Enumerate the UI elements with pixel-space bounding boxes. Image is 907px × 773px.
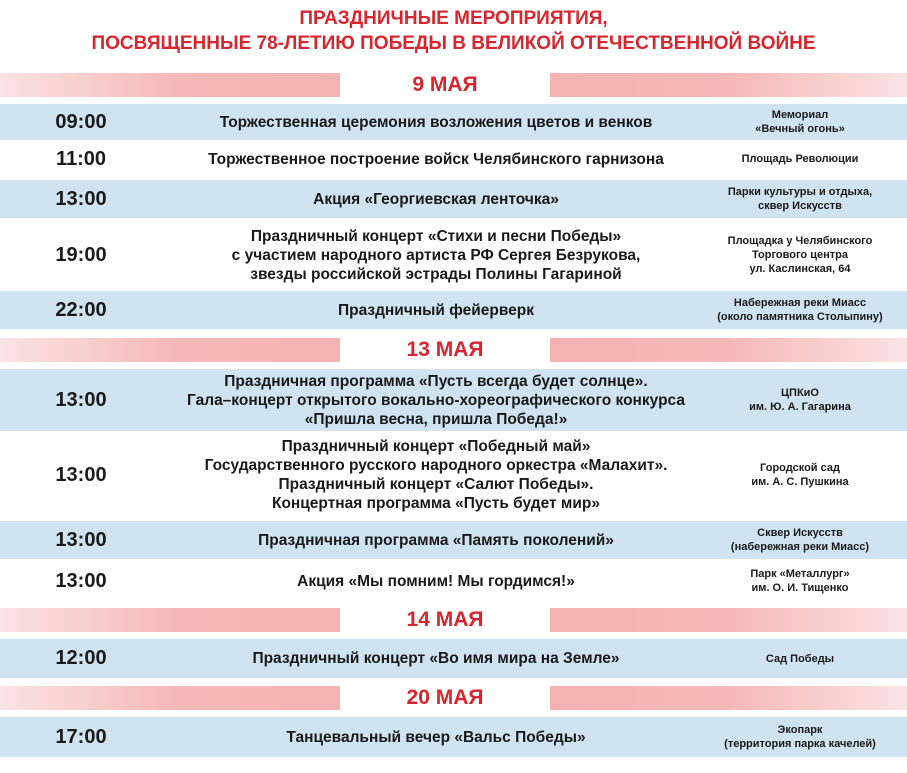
event-place-line: Сквер Искусств [757,527,843,539]
event-title [162,291,710,329]
event-place [700,140,900,178]
event-time: 13:00 [55,388,107,411]
day-header [0,686,907,710]
event-time: 09:00 [55,110,107,133]
event-row [0,291,907,329]
event-place-line: Площадь Революции [741,153,859,165]
event-title [162,561,710,601]
event-title-line: Танцевальный вечер «Вальс Победы» [286,728,586,746]
event-place [700,104,900,140]
event-row [0,717,907,757]
event-place-line: Мемориал [771,109,829,121]
event-place-line: (около памятника Столыпину) [717,311,883,323]
event-title-line: Праздничная программа «Память поколений» [258,531,614,549]
event-title-line: Гала–концерт открытого вокально-хореографического конкурса [187,391,685,409]
event-place-line: Экопарк [777,724,823,736]
event-place-line: Парки культуры и отдыха, [727,186,873,198]
event-place-line: Набережная реки Миасс [733,297,867,309]
event-title [162,220,710,290]
event-place-line: ЦПКиО [781,387,819,399]
event-title [162,369,710,431]
event-title-line: «Пришла весна, пришла Победа!» [304,410,568,428]
day-header [0,73,907,97]
event-row [0,561,907,601]
event-row [0,639,907,678]
event-row [0,369,907,431]
event-place [700,180,900,218]
event-time: 12:00 [55,647,107,669]
event-place-line: им. А. С. Пушкина [751,476,849,488]
event-title-line: Торжественное построение войск Челябинского гарнизона [208,150,664,168]
event-place-line: Городской сад [760,462,840,474]
event-place [700,369,900,431]
event-place-line: им. О. И. Тищенко [751,582,849,594]
event-row [0,140,907,178]
event-title-line: Праздничная программа «Пусть всегда будет солнце». [224,372,648,390]
event-title-line: Концертная программа «Пусть будет мир» [271,495,600,512]
event-title-line: Торжественная церемония возложения цветов и венков [219,113,653,131]
event-place [700,220,900,290]
event-time: 13:00 [55,463,107,486]
event-time: 13:00 [55,569,107,592]
event-place-line: Парк «Металлург» [750,568,850,580]
event-place [700,639,900,678]
event-row [0,180,907,218]
event-title-line: звезды российской эстрады Полины Гагариной [250,265,622,283]
event-title-line: Государственного русского народного оркестра «Малахит». [204,457,668,474]
event-place-line: им. Ю. А. Гагарина [749,401,851,413]
event-title [162,180,710,218]
event-place [700,521,900,559]
event-title [162,717,710,757]
page-title-line2: ПОСВЯЩЕННЫЕ 78-ЛЕТИЮ ПОБЕДЫ В ВЕЛИКОЙ ОТЕЧЕСТВЕННОЙ ВОЙНЕ [91,33,816,54]
event-place [700,561,900,601]
event-row [0,220,907,290]
event-title-line: Акция «Георгиевская ленточка» [313,190,559,208]
event-title-line: Праздничный концерт «Салют Победы». [278,476,594,493]
day-label: 9 МАЯ [340,70,550,100]
day-header [0,338,907,362]
event-row [0,104,907,140]
day-header [0,608,907,632]
event-title [162,104,710,140]
event-title [162,521,710,559]
event-title-line: Акция «Мы помним! Мы гордимся!» [297,572,575,590]
event-place-line: Торгового центра [752,249,848,261]
event-title [162,432,710,518]
event-time: 13:00 [55,187,107,210]
event-place-line: (набережная реки Миасс) [730,541,870,553]
event-place-line: Площадка у Челябинского [727,235,873,247]
event-place [700,291,900,329]
event-place-line: сквер Искусств [758,200,842,212]
event-time: 22:00 [55,298,107,321]
event-place-line: (территория парка качелей) [724,738,876,750]
event-time: 19:00 [55,243,107,266]
event-time: 17:00 [55,725,107,748]
page-title-line1: ПРАЗДНИЧНЫЕ МЕРОПРИЯТИЯ, [299,8,608,29]
event-title [162,140,710,178]
event-title-line: Праздничный концерт «Стихи и песни Победы» [250,227,622,245]
day-label: 20 МАЯ [340,683,550,713]
event-row [0,432,907,518]
event-title [162,639,710,678]
event-place [700,717,900,757]
day-label: 13 МАЯ [340,335,550,365]
event-time: 11:00 [55,147,107,170]
event-row [0,521,907,559]
day-label: 14 МАЯ [340,605,550,635]
event-place-line: ул. Каслинская, 64 [749,263,851,275]
event-title-line: Праздничный фейерверк [337,301,535,319]
event-title-line: Праздничный концерт «Победный май» [281,438,591,455]
event-place [700,432,900,518]
event-place-line: Сад Победы [765,652,835,665]
event-time: 13:00 [55,528,107,551]
event-place-line: «Вечный огонь» [755,123,845,135]
event-title-line: с участием народного артиста РФ Сергея Безрукова, [231,246,641,264]
event-title-line: Праздничный концерт «Во имя мира на Земле» [252,650,620,667]
